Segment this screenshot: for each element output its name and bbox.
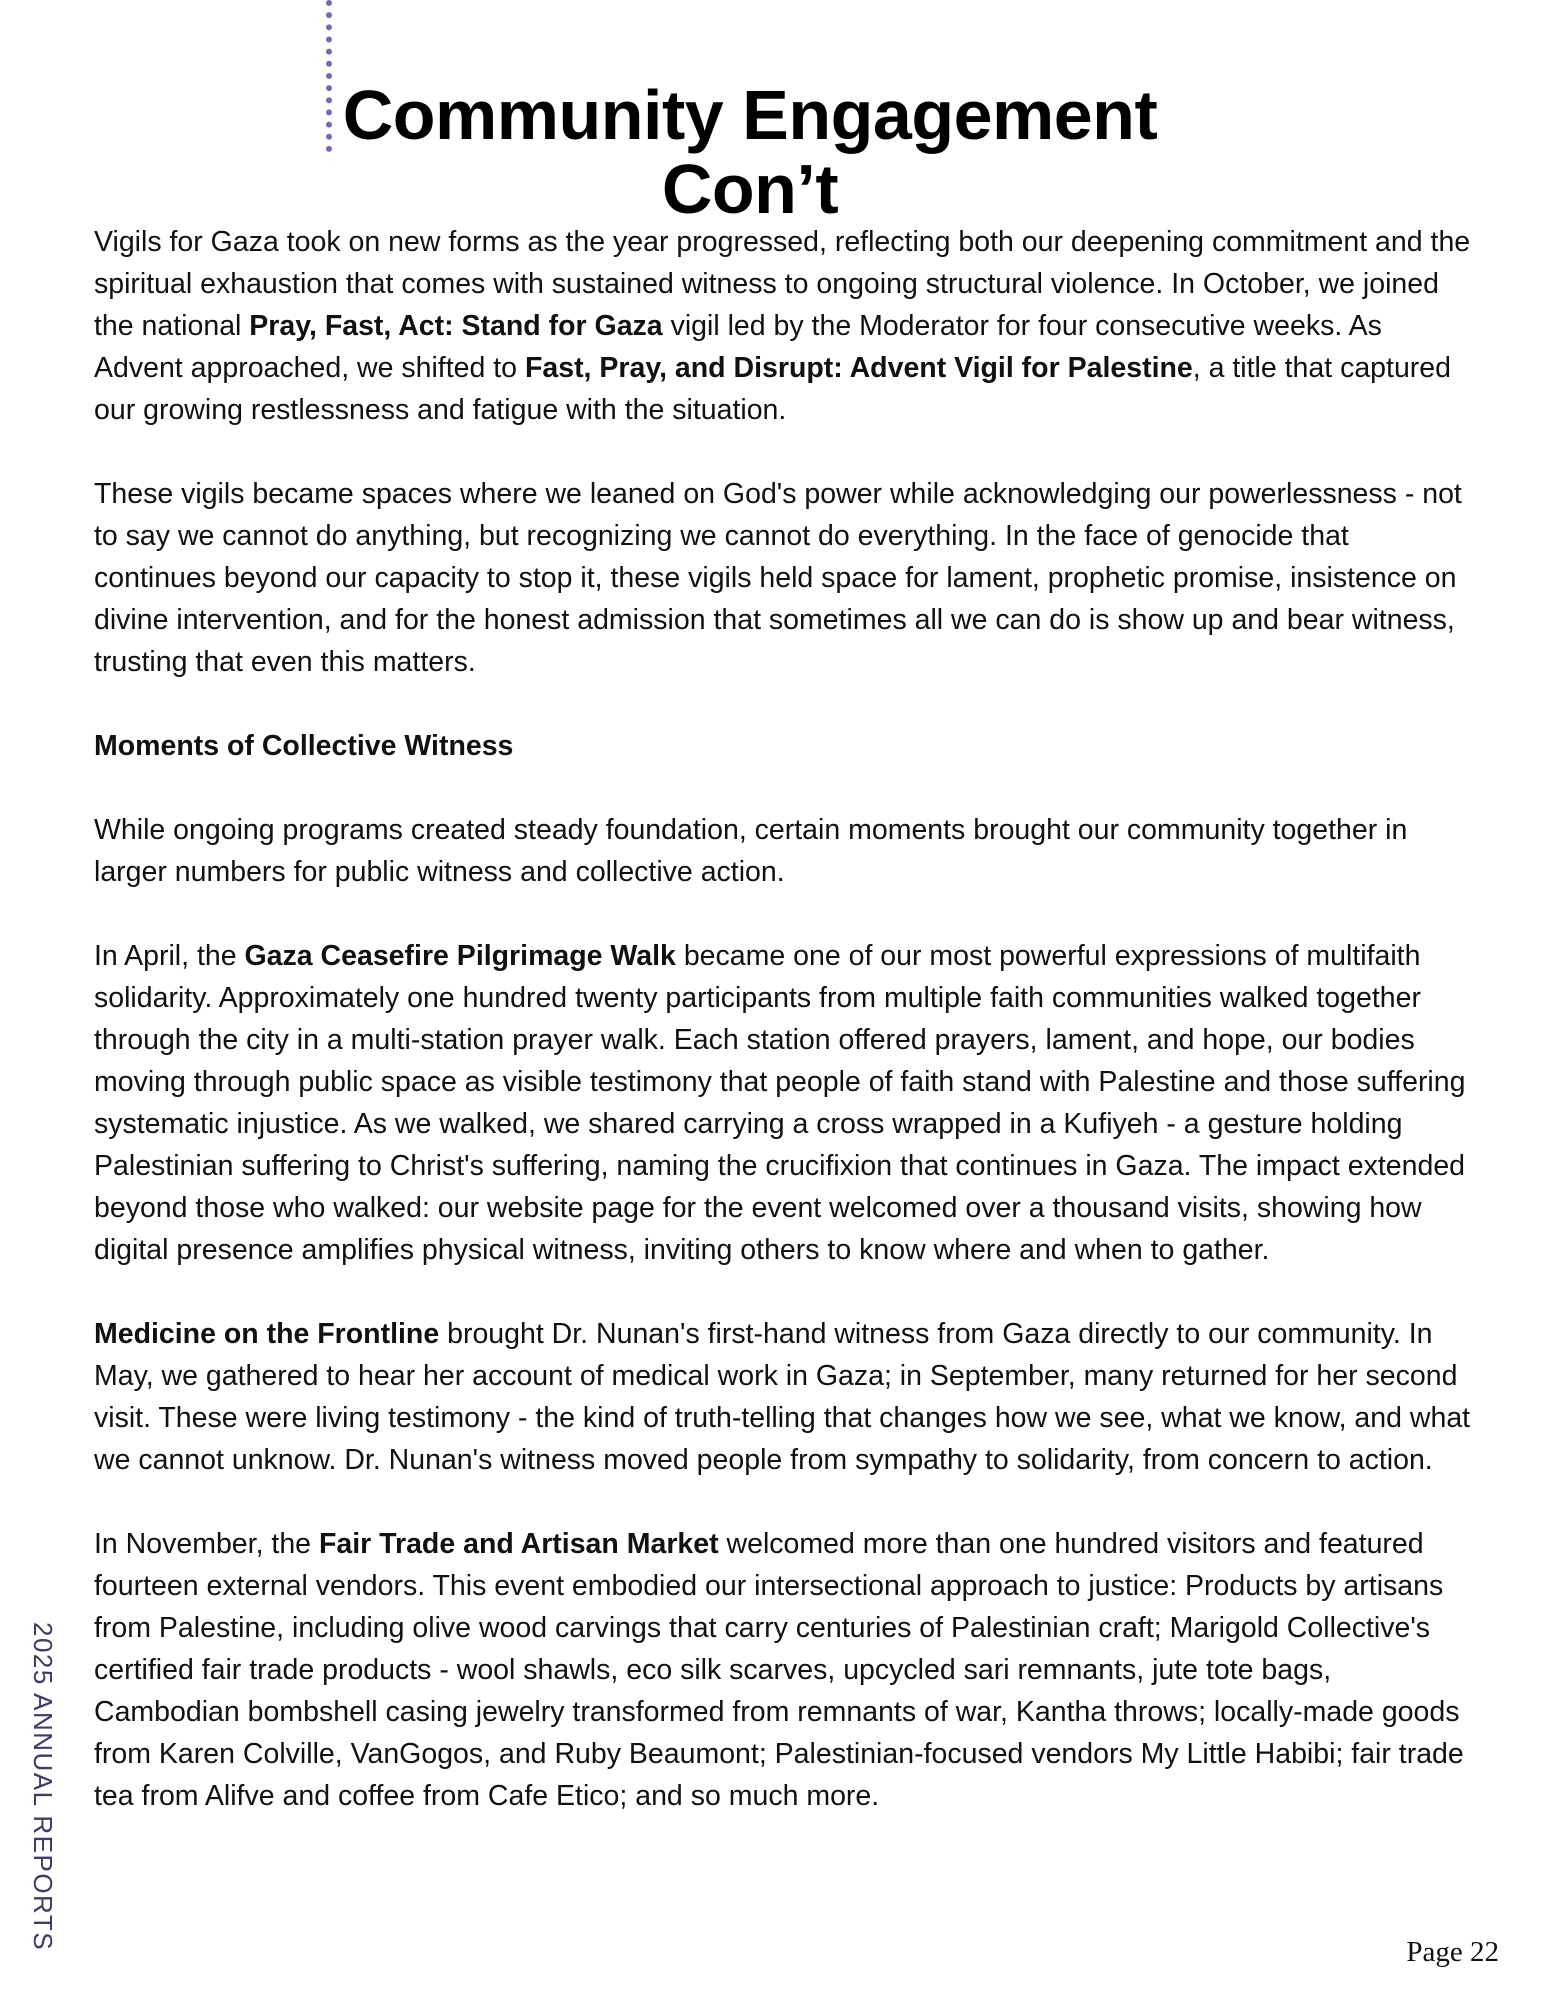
page-title	[250, 78, 1250, 226]
bold-event-name: Fair Trade and Artisan Market	[318, 1528, 719, 1560]
page-number: Page 22	[1406, 1936, 1499, 1968]
bold-event-name: Fast, Pray, and Disrupt: Advent Vigil for Palestine	[524, 352, 1193, 384]
text-run: Vigils for Gaza took on new forms as the year progressed, reflecting both our deepening commitment and the spiritual exhaustion that comes with sustained witness to ongoing structural violence. In October, we joined the national	[94, 226, 1471, 342]
paragraph-collective-witness-intro: While ongoing programs created steady foundation, certain moments brought our community together in larger numbers for public witness and collective action.	[94, 814, 1408, 888]
paragraph-artisan-market	[94, 1523, 1474, 1817]
paragraph-vigils	[94, 221, 1474, 431]
bold-event-name: Gaza Ceasefire Pilgrimage Walk	[244, 940, 676, 972]
paragraph-vigil-spaces: These vigils became spaces where we leaned on God's power while acknowledging our powerlessness - not to say we cannot do anything, but recognizing we cannot do everything. In the face of genocide that continues beyond our capacity to stop it, these vigils held space for lament, prophetic promise, insistence on divine intervention, and for the honest admission that sometimes all we can do is show up and bear witness, trusting that even this matters.	[94, 478, 1462, 678]
page-title-line-2: Con’t	[661, 150, 839, 228]
text-run: In April, the	[94, 940, 245, 972]
text-run: , a title that captured our growing restlessness and fatigue with the situation.	[94, 352, 1451, 426]
text-run: vigil led by the Moderator for four consecutive weeks. As Advent approached, we shifted to	[94, 310, 1382, 384]
section-heading	[94, 725, 1474, 767]
text-run: brought Dr. Nunan's first-hand witness from Gaza directly to our community. In May, we gathered to hear her account of medical work in Gaza; in September, many returned for her second visit. These were living testimony - the kind of truth-telling that changes how we see, what we know, and what we cannot unknow. Dr. Nunan's witness moved people from sympathy to solidarity, from concern to action.	[94, 1318, 1471, 1476]
bold-event-name: Pray, Fast, Act: Stand for Gaza	[249, 310, 663, 342]
page-title-line-1: Community Engagement	[342, 76, 1158, 154]
text-run: became one of our most powerful expressions of multifaith solidarity. Approximately one hundred twenty participants from multiple faith communities walked together through the city in a multi-station prayer walk. Each station offered prayers, lament, and hope, our bodies moving through public space as visible testimony that people of faith stand with Palestine and those suffering systematic injustice. As we walked, we shared carrying a cross wrapped in a Kufiyeh - a gesture holding Palestinian suffering to Christ's suffering, naming the crucifixion that continues in Gaza. The impact extended beyond those who walked: our website page for the event welcomed over a thousand visits, showing how digital presence amplifies physical witness, inviting others to know where and when to gather.	[94, 940, 1466, 1266]
text-run: In November, the	[94, 1528, 319, 1560]
article-body	[94, 221, 1474, 1817]
paragraph-medicine-frontline	[94, 1313, 1474, 1481]
text-run: welcomed more than one hundred visitors and featured fourteen external vendors. This event embodied our intersectional approach to justice: Products by artisans from Palestine, including olive wood carvings that carry centuries of Palestinian craft; Marigold Collective's certified fair trade products - wool shawls, eco silk scarves, upcycled sari remnants, jute tote bags, Cambodian bombshell casing jewelry transformed from remnants of war, Kantha throws; locally-made goods from Karen Colville, VanGogos, and Ruby Beaumont; Palestinian-focused vendors My Little Habibi; fair trade tea from Alifve and coffee from Cafe Etico; and so much more.	[94, 1528, 1464, 1812]
side-running-title: 2025 ANNUAL REPORTS	[28, 1622, 58, 1952]
paragraph-pilgrimage-walk	[94, 935, 1474, 1271]
section-heading-text: Moments of Collective Witness	[94, 730, 514, 762]
bold-event-name: Medicine on the Frontline	[94, 1318, 440, 1350]
